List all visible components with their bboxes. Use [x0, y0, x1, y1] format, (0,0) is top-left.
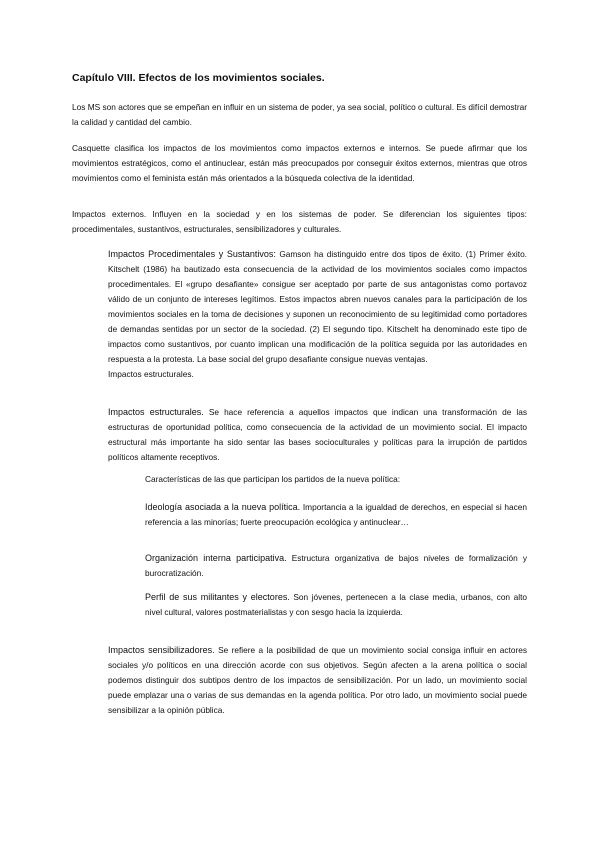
- sensibilizadores-lead: Impactos sensibilizadores.: [108, 645, 215, 655]
- ideologia-body: Importancia a la igualdad de derechos, en especial si hacen referencia a las minorías; fuerte preocupación ecológica y antinuclear…: [145, 502, 527, 527]
- sensibilizadores-paragraph: [108, 643, 527, 718]
- intro-paragraph: Los MS son actores que se empeñan en influir en un sistema de poder, ya sea social, político o cultural. Es difícil demostrar la calidad y cantidad del cambio.: [72, 102, 527, 127]
- estructurales-body: Se hace referencia a aquellos impactos que indican una transformación de las estructuras de oportunidad política, como consecuencia de la actividad de un movimiento social. El impacto estructural más importante ha sido sentar las bases socioculturales y políticas para la irrupción de partidos políticos altamente receptivos.: [108, 407, 527, 462]
- ideologia-lead: Ideología asociada a la nueva política.: [145, 502, 301, 512]
- perfil-lead: Perfil de sus militantes y electores.: [145, 592, 290, 602]
- perfil-body: Son jóvenes, pertenecen a la clase media, urbanos, con alto nivel cultural, valores postmaterialistas y con sesgo hacia la izquierda.: [145, 592, 527, 617]
- impactos-externos-paragraph: Impactos externos. Influyen en la sociedad y en los sistemas de poder. Se diferencian los siguientes tipos: procedimentales, sustantivos, estructurales, sensibilizadores y culturales.: [72, 209, 527, 234]
- casquette-paragraph: Casquette clasifica los impactos de los movimientos como impactos externos e internos. Se puede afirmar que los movimientos estratégicos, como el antinuclear, están más preocupados por conseguir éxitos externos, mientras que otros movimientos como el feminista están más orientados a la búsqueda colectiva de la identidad.: [72, 143, 527, 183]
- organizacion-paragraph: [145, 551, 527, 581]
- organizacion-body: Estructura organizativa de bajos niveles de formalización y burocratización.: [145, 553, 527, 578]
- procedimentales-paragraph: [108, 247, 527, 382]
- estructurales-paragraph: [108, 405, 527, 465]
- chapter-title: Capítulo VIII. Efectos de los movimientos sociales.: [72, 72, 325, 84]
- estructurales-lead: Impactos estructurales.: [108, 407, 204, 417]
- estructurales-note: Impactos estructurales.: [108, 369, 194, 379]
- sensibilizadores-body: Se refiere a la posibilidad de que un movimiento social consiga influir en actores sociales y/o políticos en una dirección acorde con sus objetivos. Según afecten a la arena política o social podemos distinguir dos subtipos dentro de los impactos de sensibilización. Por un lado, un movimiento social puede emplazar una o varias de sus demandas en la agenda política. Por otro lado, un movimiento social puede sensibilizar a la opinión pública.: [108, 645, 527, 715]
- organizacion-lead: Organización interna participativa.: [145, 553, 287, 563]
- procedimentales-lead: Impactos Procedimentales y Sustantivos:: [108, 249, 276, 259]
- caracteristicas-heading: Características de las que participan los partidos de la nueva política:: [145, 474, 401, 484]
- ideologia-paragraph: [145, 500, 527, 530]
- perfil-paragraph: [145, 590, 527, 620]
- procedimentales-body: Gamson ha distinguido entre dos tipos de éxito. (1) Primer éxito. Kitschelt (1986) ha bautizado esta consecuencia de la actividad de los movimientos sociales como impactos procedimentales. El «grupo desafiante» consigue ser aceptado por parte de sus antagonistas como portavoz válido de un conjunto de intereses legítimos. Estos impactos abren nuevos canales para la participación de los movimientos sociales en la toma de decisiones y suponen un reconocimiento de su legitimidad como portadores de demandas sentidas por un sector de la sociedad. (2) El segundo tipo. Kitschelt ha denominado este tipo de impactos como sustantivos, por cuanto implican una modificación de la política seguida por las autoridades en respuesta a la protesta. La base social del grupo desafiante consigue nuevas ventajas.: [108, 249, 527, 364]
